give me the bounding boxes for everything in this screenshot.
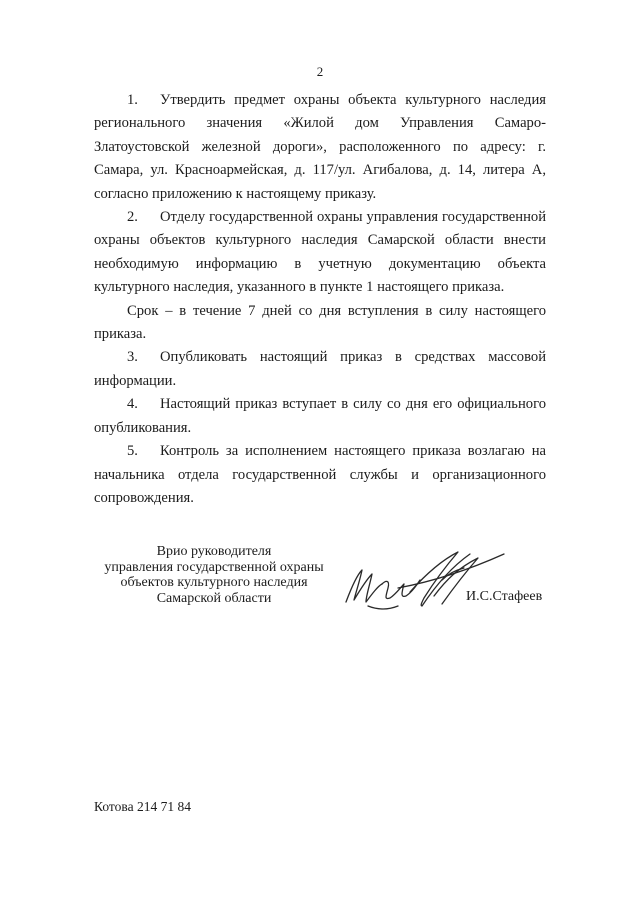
paragraph-number: 2. <box>127 209 138 226</box>
paragraph-number: 4. <box>127 396 138 413</box>
paragraph-text: Утвердить предмет охраны объекта культурного наследия регионального значения «Жилой дом Управления Самаро-Златоустовской железной дороги», расположенного по адресу: г. Самара, ул. Красноармейская, д. 117/ул. Агибалова, д. 14, литера А, согласно приложению к настоящему приказу. <box>94 92 546 202</box>
paragraph-1 <box>94 89 546 206</box>
signer-name: И.С.Стафеев <box>466 589 543 604</box>
position-line: Врио руководителя <box>156 544 272 559</box>
contact-info: Котова 214 71 84 <box>94 799 191 814</box>
paragraph-number: 3. <box>127 349 138 366</box>
position-line: управления государственной охраны <box>104 559 324 575</box>
signatory-position <box>94 544 334 606</box>
paragraph-deadline <box>94 300 546 347</box>
handwritten-signature <box>338 540 508 622</box>
body-text <box>94 89 546 510</box>
page-number: 2 <box>316 64 324 79</box>
position-line: объектов культурного наследия <box>120 575 308 590</box>
paragraph-number: 1. <box>127 92 138 108</box>
paragraph-text: Срок – в течение 7 дней со дня вступления в силу настоящего приказа. <box>94 302 546 343</box>
paragraph-text: Настоящий приказ вступает в силу со дня его официального опубликования. <box>94 396 546 436</box>
paragraph-4 <box>94 393 546 440</box>
position-line: Самарской области <box>156 590 272 606</box>
paragraph-text: Опубликовать настоящий приказ в средствах массовой информации. <box>94 349 546 389</box>
paragraph-text: Контроль за исполнением настоящего приказа возлагаю на начальника отдела государственной службы и организационного сопровождения. <box>94 443 546 506</box>
paragraph-text: Отделу государственной охраны управления государственной охраны объектов культурного наследия Самарской области внести необходимую информацию в учетную документацию объекта культурного наследия, указанного в пункте 1 настоящего приказа. <box>94 209 546 296</box>
paragraph-number: 5. <box>127 443 138 460</box>
paragraph-2 <box>94 206 546 300</box>
paragraph-3 <box>94 346 546 393</box>
paragraph-5 <box>94 440 546 510</box>
